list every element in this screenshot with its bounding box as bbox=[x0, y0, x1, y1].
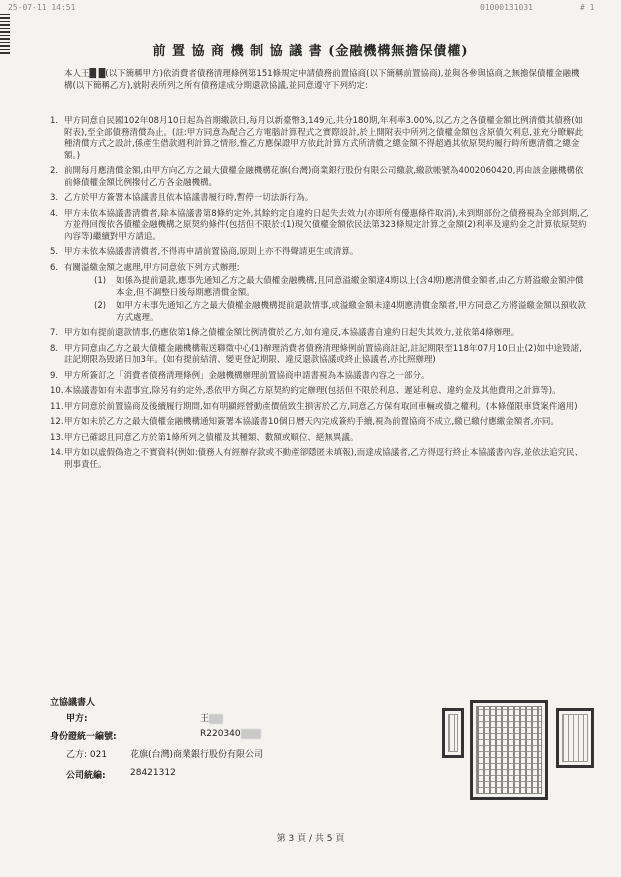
term-body bbox=[64, 263, 590, 325]
term-item bbox=[50, 448, 590, 471]
id-redaction bbox=[241, 729, 262, 739]
term-item bbox=[50, 193, 590, 205]
party-a-name-redaction bbox=[209, 714, 223, 724]
term-text: 甲方同意於前置協商及後續履行期間,如有明顯經營動產價值致生損害於乙方,同意乙方保有取回車輛或債之權利。(本條僅限車貸案件適用) bbox=[64, 401, 578, 412]
term-body bbox=[64, 402, 590, 414]
term-text: 甲方未依本協議書清償者,不得再申請前置協商,原則上亦不得聲請更生或清算。 bbox=[64, 247, 359, 257]
term-item bbox=[50, 263, 590, 325]
page-mark: # 1 bbox=[580, 3, 595, 12]
party-b-label: 乙方: 021 bbox=[66, 750, 108, 760]
term-number: 12. bbox=[50, 417, 64, 427]
term-number: 9. bbox=[50, 370, 59, 381]
document-title: 前 置 協 商 機 制 協 議 書 (金融機構無擔保債權) bbox=[152, 44, 469, 59]
term-number: 13. bbox=[50, 432, 64, 443]
term-body bbox=[64, 433, 590, 445]
term-number: 1. bbox=[50, 116, 59, 126]
term-text: 甲方同意由乙方之最大債權金融機構報送聯徵中心(1)辦理消費者債務清理條例前置協商註記,註記期限至118年07月10日止(2)如中途毀諾,註記期限為毀諾日加3年。(如有提前結清、變更登記期限、違反還款協議或終止協議者,亦比照辦理) bbox=[64, 343, 582, 365]
term-text: 甲方如有提前還款情事,仍應依第1條之債權金額比例清償於乙方,如有違反,本協議書自違約日起失其效力,並依第4條辦理。 bbox=[64, 328, 520, 338]
term-body bbox=[64, 328, 590, 340]
term-body bbox=[64, 247, 590, 259]
party-b-name: 花旗(台灣)商業銀行股份有限公司 bbox=[130, 750, 264, 760]
term-subitem bbox=[64, 301, 590, 324]
signatory-heading: 立協議書人 bbox=[50, 698, 96, 708]
company-id-label: 公司統編: bbox=[66, 771, 106, 781]
term-text: 甲方如以虛假偽造之不實資料(例如:債務人有經辦存款或不動產卻隱匿未填報),而達成協議者,乙方得逕行終止本協議書內容,並依法追究民、刑事責任。 bbox=[64, 448, 584, 470]
subitem-text: 如係為提前還款,應事先通知乙方之最大債權金融機構,且同意溢繳金額達4期以上(含4期)應清償金額者,由乙方將溢繳金額沖償本金,但不調整日後每期應清償金額。 bbox=[116, 276, 584, 298]
term-number: 3. bbox=[50, 193, 59, 203]
term-item bbox=[50, 402, 590, 414]
term-number: 10. bbox=[50, 386, 64, 396]
id-value: R220340 bbox=[200, 729, 261, 739]
term-body bbox=[64, 209, 590, 244]
scan-header bbox=[0, 0, 621, 14]
subitem-text: 如甲方未事先通知乙方之最大債權金融機構提前還款情事,或溢繳金額未達4期應清償金額者,甲方同意乙方將溢繳金額以預收款方式處理。 bbox=[116, 301, 586, 323]
term-text: 前開每月應清償金額,由甲方向乙方之最大債權金融機構花旗(台灣)商業銀行股份有限公司繳款,繳款帳號為4002060420,再由該金融機構依前條債權金額比例撥付乙方各金融機構。 bbox=[64, 166, 584, 188]
terms-list bbox=[50, 116, 590, 475]
term-text: 甲方所簽訂之「消費者債務清理條例」金融機構辦理前置協商申請書視為本協議書內容之一部分。 bbox=[64, 370, 430, 381]
negotiation-seal bbox=[556, 708, 594, 768]
term-number: 14. bbox=[50, 448, 64, 458]
party-a-name: 王 bbox=[200, 711, 223, 724]
term-item bbox=[50, 247, 590, 259]
scan-timestamp: 25-07-11 14:51 bbox=[8, 3, 76, 12]
party-a-label: 甲方: bbox=[66, 714, 88, 724]
term-item bbox=[50, 433, 590, 445]
term-item bbox=[50, 166, 590, 189]
term-text: 甲方如未於乙方之最大債權金融機構通知簽署本協議書10個日曆天內完成簽約手續,視為前置協商不成立,繳已繳付應繳金額者,亦同。 bbox=[64, 417, 559, 427]
term-text: 有關溢繳金額之處理,甲方同意依下列方式辦理: bbox=[64, 262, 240, 273]
term-item bbox=[50, 328, 590, 340]
term-body bbox=[64, 417, 590, 429]
term-text: 甲方未依本協議書清償者,除本協議書第8條約定外,其餘約定自違約日起失去效力(亦即所有優惠條件取消),未到期部份之債務視為全部到期,乙方並得回復依各債權金融機構之原契約條件(包括但不限於:(1)現欠債權金額依民法第323條規定計算之金額(2)利率及違約金之計算依原契約內容等)繼續對甲方請追。 bbox=[64, 208, 589, 242]
term-number: 8. bbox=[50, 343, 59, 354]
term-item bbox=[50, 344, 590, 367]
subitem-number: (1) bbox=[94, 276, 107, 286]
term-item bbox=[50, 116, 590, 162]
term-number: 11. bbox=[50, 401, 64, 412]
term-body bbox=[64, 116, 590, 162]
term-text: 乙方於甲方簽署本協議書且依本協議書履行時,暫停一切法訴行為。 bbox=[64, 193, 314, 203]
term-subitem bbox=[64, 276, 590, 299]
term-number: 7. bbox=[50, 328, 59, 338]
document-code: 01000131031 bbox=[480, 3, 533, 12]
term-item bbox=[50, 371, 590, 383]
term-body bbox=[64, 193, 590, 205]
term-body bbox=[64, 344, 590, 367]
term-body bbox=[64, 386, 590, 398]
term-number: 5. bbox=[50, 247, 59, 257]
term-text: 本協議書如有未盡事宜,除另有約定外,悉依甲方與乙方原契約約定辦理(包括但不限於利息、遲延利息、違約金及其他費用之計算等)。 bbox=[64, 386, 561, 396]
small-seal bbox=[442, 708, 464, 758]
id-label: 身份證統一編號: bbox=[50, 732, 117, 742]
company-id-value: 28421312 bbox=[130, 768, 176, 778]
page-number: 第 3 頁 / 共 5 頁 bbox=[276, 834, 345, 844]
term-number: 2. bbox=[50, 166, 59, 176]
company-seal bbox=[470, 700, 548, 800]
term-body bbox=[64, 371, 590, 383]
term-body bbox=[64, 166, 590, 189]
term-number: 4. bbox=[50, 208, 59, 219]
subitem-number: (2) bbox=[94, 301, 107, 311]
term-item bbox=[50, 417, 590, 429]
term-text: 甲方同意自民國102年08月10日起為首期繳款日,每月以新臺幣3,149元,共分180期,年利率3.00%,以乙方之各債權金額比例清償其債務(如附表),至全部債務清償為止。(註:甲方同意為配合乙方電腦計算程式之實際設計,於上開附表中所列之債權金額包含原債欠利息,並充分瞭解此種清償方式之設計,係產生借款週利計算之情形,惟乙方應保證甲方依此計算方式所清償之總金額不得超過其依原契約履行時所應清償之總金額。) bbox=[64, 116, 584, 161]
term-body bbox=[64, 448, 590, 471]
term-number: 6. bbox=[50, 262, 59, 273]
intro-paragraph: 本人王█ █(以下簡稱甲方)依消費者債務清理條例第151條規定申請債務前置協商(以下簡稱前置協商),並與各參與協商之無擔保債權金融機構(以下簡稱乙方),就附表所列之所有債務達成分期還款協議,並同意遵守下列約定: bbox=[64, 69, 580, 91]
term-text: 甲方已確認且同意乙方於第1條所列之債權及其種類、數額或順位、絕無異議。 bbox=[64, 432, 359, 443]
term-item bbox=[50, 209, 590, 244]
term-item bbox=[50, 386, 590, 398]
